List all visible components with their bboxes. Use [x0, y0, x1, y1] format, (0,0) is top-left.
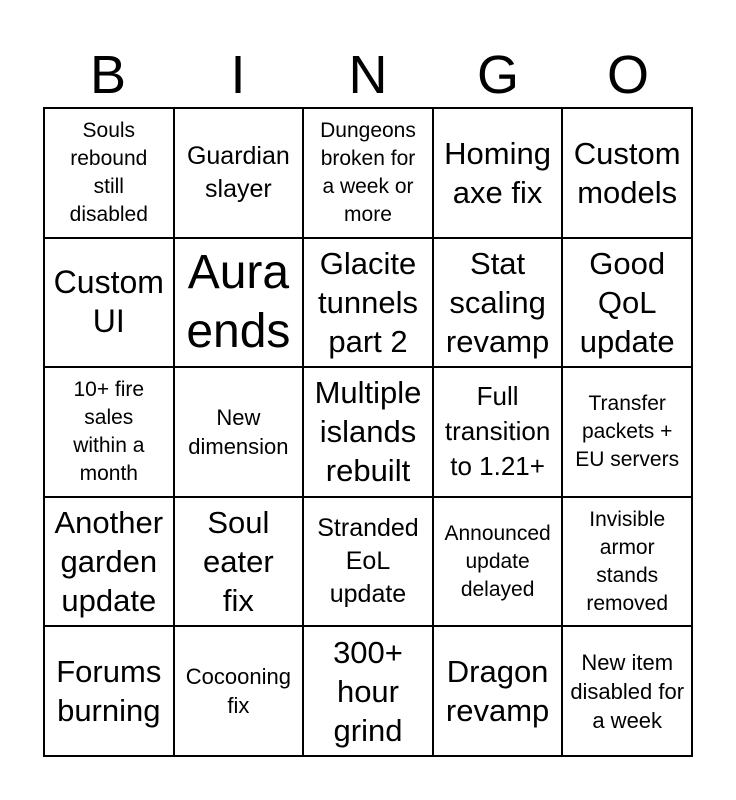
bingo-cell[interactable] [175, 109, 305, 239]
cell-text: 10+ fire sales within a month [73, 377, 145, 485]
cell-text: 300+ hour grind [333, 634, 403, 748]
bingo-cell[interactable] [434, 109, 564, 239]
bingo-cell[interactable] [563, 627, 693, 757]
header-letter-b: B [89, 45, 127, 105]
header-letter-n: N [348, 45, 388, 105]
cell-text: Full transition to 1.21+ [444, 381, 551, 482]
bingo-cell[interactable] [45, 368, 175, 498]
cell-text: Homing axe fix [444, 135, 551, 210]
bingo-cell[interactable] [45, 627, 175, 757]
cell-text: Custom UI [53, 264, 164, 340]
bingo-cell[interactable] [175, 368, 305, 498]
cell-text: Custom models [573, 135, 681, 210]
bingo-cell[interactable] [563, 239, 693, 369]
cell-text: Guardian slayer [186, 141, 290, 203]
header-letter-o: O [606, 45, 649, 105]
cell-text: Multiple islands rebuilt [314, 375, 422, 489]
cell-text: Glacite tunnels part 2 [318, 245, 418, 359]
cell-text: Announced update delayed [444, 521, 551, 601]
bingo-cell[interactable] [304, 498, 434, 628]
bingo-cell[interactable] [304, 109, 434, 239]
bingo-cell[interactable] [563, 498, 693, 628]
header-letter-i: I [230, 45, 246, 105]
bingo-header [43, 42, 693, 108]
bingo-cell[interactable] [304, 368, 434, 498]
cell-text: Cocooning fix [185, 664, 291, 719]
bingo-cell[interactable] [434, 627, 564, 757]
cell-text: Stat scaling revamp [445, 245, 550, 359]
bingo-cell[interactable] [563, 109, 693, 239]
cell-text: Aura ends [186, 246, 291, 359]
cell-text: Souls rebound still disabled [69, 118, 148, 226]
cell-text: New item disabled for a week [570, 649, 685, 733]
bingo-cell[interactable] [45, 498, 175, 628]
bingo-cell[interactable] [175, 498, 305, 628]
cell-text: Invisible armor stands removed [586, 507, 669, 615]
cell-text: Dungeons broken for a week or more [320, 118, 416, 226]
header-letter-g: G [476, 45, 519, 105]
bingo-cell[interactable] [175, 627, 305, 757]
cell-text: Stranded EoL update [317, 514, 419, 609]
bingo-cell[interactable] [304, 239, 434, 369]
cell-text: Forums burning [56, 654, 162, 729]
cell-text: Good QoL update [579, 245, 675, 359]
cell-text: Another garden update [54, 505, 164, 619]
bingo-cell[interactable] [45, 239, 175, 369]
cell-text: Soul eater fix [203, 505, 274, 619]
bingo-cell[interactable] [304, 627, 434, 757]
bingo-cell[interactable] [434, 239, 564, 369]
bingo-cell[interactable] [434, 368, 564, 498]
cell-text: New dimension [188, 404, 289, 459]
bingo-cell[interactable] [434, 498, 564, 628]
bingo-cell[interactable] [45, 109, 175, 239]
cell-text: Dragon revamp [445, 654, 550, 729]
bingo-cell[interactable] [563, 368, 693, 498]
bingo-cell[interactable] [175, 239, 305, 369]
bingo-card [43, 107, 693, 757]
cell-text: Transfer packets + EU servers [575, 391, 680, 471]
